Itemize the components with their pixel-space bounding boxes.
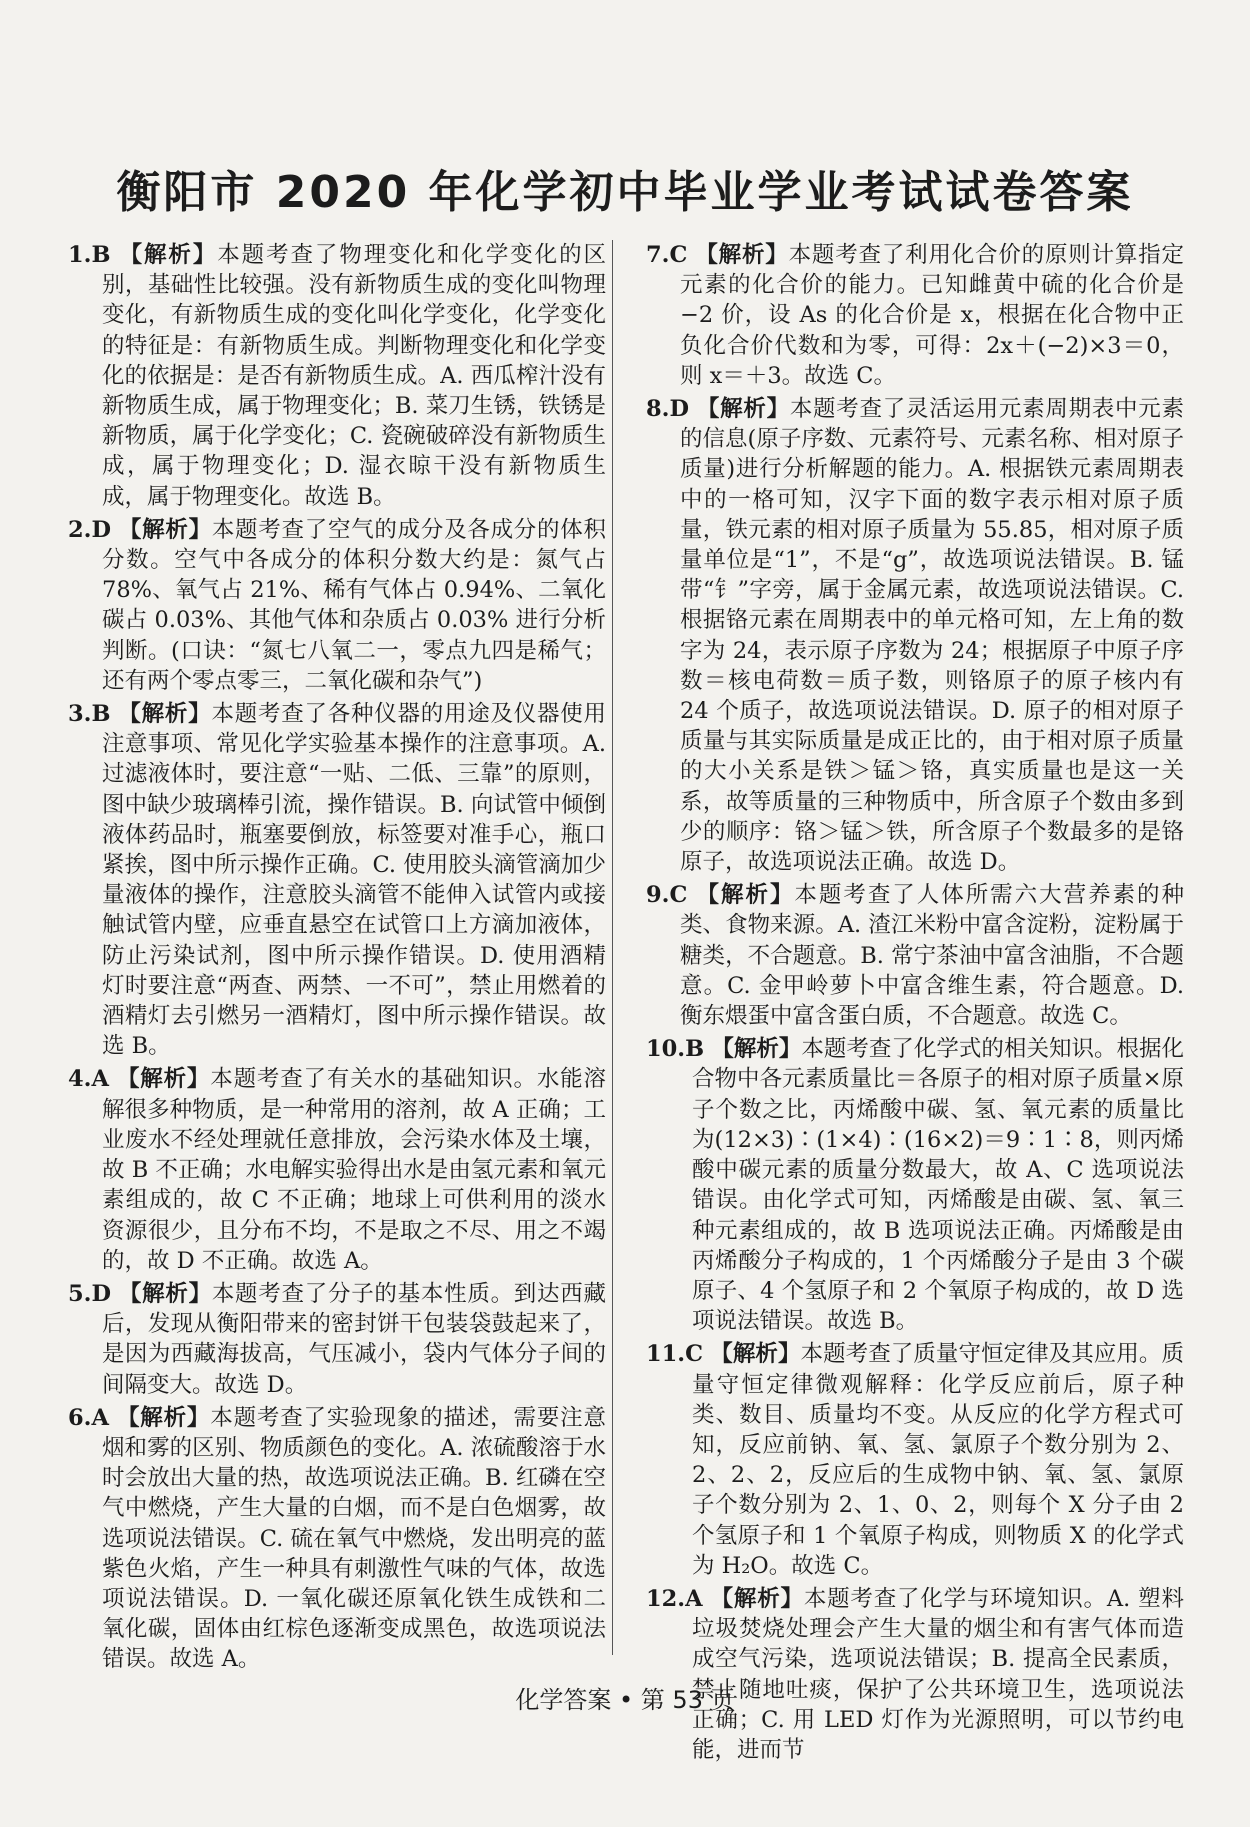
answer-item xyxy=(68,515,606,696)
analysis-tag: 【解析】 xyxy=(119,242,218,268)
analysis-tag: 【解析】 xyxy=(710,1585,804,1612)
answer-item xyxy=(68,1403,606,1675)
page-title: 衡阳市 2020 年化学初中毕业学业考试试卷答案 xyxy=(116,167,1134,218)
answer-item xyxy=(646,1339,1184,1581)
answer-item xyxy=(646,1034,1184,1336)
answer-number: 7.C xyxy=(646,242,688,268)
answer-item xyxy=(68,1064,606,1275)
answer-number: 11.C xyxy=(646,1341,704,1368)
analysis-tag: 【解析】 xyxy=(118,701,212,728)
answer-text: 本题考查了有关水的基础知识。水能溶解很多种物质，是一种常用的溶剂，故 A 正确；工业废水不经处理就任意排放，会污染水体及土壤，故 B 不正确；水电解实验得出水是由氢元素和氧元素组成的，故 C 不正确；地球上可供利用的淡水资源很少，且分布不均，不是取之不尽、用之不竭的，故 D 不正确。故选 A。 xyxy=(102,1066,606,1274)
page-footer: 化学答案 • 第 53 页 xyxy=(515,1686,735,1714)
answer-number: 9.C xyxy=(646,882,688,909)
right-column xyxy=(646,240,1184,1763)
analysis-tag: 【解析】 xyxy=(710,1341,801,1368)
answer-number: 2.D xyxy=(68,516,112,543)
answer-text: 本题考查了质量守恒定律及其应用。质量守恒定律微观解释：化学反应前后，原子种类、数目、质量均不变。从反应的化学方程式可知，反应前钠、氧、氢、氯原子个数分别为 2、2、2、2，反应后的生成物中钠、氧、氢、氯原子个数分别为 2、1、0、2，则每个 X 分子由 2 个氢原子和 1 个氧原子构成，则物质 X 的化学式为 H₂O。故选 C。 xyxy=(692,1341,1184,1579)
left-column xyxy=(68,240,606,1673)
answer-number: 4.A xyxy=(68,1066,109,1093)
answer-item xyxy=(68,240,606,512)
answer-number: 3.B xyxy=(68,701,111,728)
answer-number: 1.B xyxy=(68,242,111,268)
analysis-tag: 【解析】 xyxy=(118,1280,212,1307)
answer-text: 本题考查了化学式的相关知识。根据化合物中各元素质量比＝各原子的相对原子质量×原子个数之比，丙烯酸中碳、氢、氧元素的质量比为(12×3)∶(1×4)∶(16×2)＝9∶1∶8，则丙烯酸中碳元素的质量分数最大，故 A、C 选项说法错误。由化学式可知，丙烯酸是由碳、氢、氧三种元素组成的，故 B 选项说法正确。丙烯酸是由丙烯酸分子构成的，1 个丙烯酸分子是由 3 个碳原子、4 个氢原子和 2 个氧原子构成的，故 D 选项说法错误。故选 B。 xyxy=(692,1036,1184,1335)
answer-item xyxy=(646,394,1184,877)
answer-text: 本题考查了利用化合价的原则计算指定元素的化合价的能力。已知雌黄中硫的化合价是 −2 价，设 As 的化合价是 x，根据在化合物中正负化合价代数和为零，可得：2x＋(−2)×3＝0，则 x＝＋3。故选 C。 xyxy=(680,242,1184,389)
answer-text: 本题考查了物理变化和化学变化的区别，基础性比较强。没有新物质生成的变化叫物理变化，有新物质生成的变化叫化学变化，化学变化的特征是：有新物质生成。判断物理变化和化学变化的依据是：是否有新物质生成。A. 西瓜榨汁没有新物质生成，属于物理变化；B. 菜刀生锈，铁锈是新物质，属于化学变化；C. 瓷碗破碎没有新物质生成，属于物理变化；D. 湿衣晾干没有新物质生成，属于物理变化。故选 B。 xyxy=(102,242,606,510)
answer-item xyxy=(646,1584,1184,1765)
answer-text: 本题考查了灵活运用元素周期表中元素的信息(原子序数、元素符号、元素名称、相对原子质量)进行分析解题的能力。A. 根据铁元素周期表中的一格可知，汉字下面的数字表示相对原子质量，铁元素的相对原子质量为 55.85，相对原子质量单位是“1”，不是“g”，故选项说法错误。B. 锰带“钅”字旁，属于金属元素，故选项说法错误。C. 根据铬元素在周期表中的单元格可知，左上角的数字为 24，表示原子序数为 24；根据原子中原子序数＝核电荷数＝质子数，则铬原子的原子核内有 24 个质子，故选项说法错误。D. 原子的相对原子质量与其实际质量是成正比的，由于相对原子质量的大小关系是铁＞锰＞铬，真实质量也是这一关系，故等质量的三种物质中，所含原子个数由多到少的顺序：铬＞锰＞铁，所含原子个数最多的是铬原子，故选项说法正确。故选 D。 xyxy=(680,396,1184,876)
answer-item xyxy=(68,1279,606,1400)
answer-number: 12.A xyxy=(646,1585,703,1612)
analysis-tag: 【解析】 xyxy=(696,396,790,423)
answer-number: 5.D xyxy=(68,1280,112,1307)
analysis-tag: 【解析】 xyxy=(118,516,212,543)
answer-item xyxy=(68,699,606,1061)
answer-text: 本题考查了分子的基本性质。到达西藏后，发现从衡阳带来的密封饼干包装袋鼓起来了，是因为西藏海拔高，气压减小，袋内气体分子间的间隔变大。故选 D。 xyxy=(102,1280,606,1398)
answer-number: 10.B xyxy=(646,1036,705,1063)
answer-text: 本题考查了实验现象的描述，需要注意烟和雾的区别、物质颜色的变化。A. 浓硫酸溶于水时会放出大量的热，故选项说法正确。B. 红磷在空气中燃烧，产生大量的白烟，而不是白色烟雾，故选项说法错误。C. 硫在氧气中燃烧，发出明亮的蓝紫色火焰，产生一种具有刺激性气味的气体，故选项说法错误。D. 一氧化碳还原氧化铁生成铁和二氧化碳，固体由红棕色逐渐变成黑色，故选项说法错误。故选 A。 xyxy=(102,1404,606,1673)
analysis-tag: 【解析】 xyxy=(696,882,795,909)
analysis-tag: 【解析】 xyxy=(116,1404,211,1431)
column-divider xyxy=(612,240,613,1655)
analysis-tag: 【解析】 xyxy=(695,242,789,268)
answer-item xyxy=(646,240,1184,391)
analysis-tag: 【解析】 xyxy=(116,1066,211,1093)
answer-text: 本题考查了人体所需六大营养素的种类、食物来源。A. 渣江米粉中富含淀粉，淀粉属于糖类，不合题意。B. 常宁茶油中富含油脂，不合题意。C. 金甲岭萝卜中富含维生素，符合题意。D. 衡东煨蛋中富含蛋白质，不合题意。故选 C。 xyxy=(680,882,1184,1030)
answer-text: 本题考查了化学与环境知识。A. 塑料垃圾焚烧处理会产生大量的烟尘和有害气体而造成空气污染，选项说法错误；B. 提高全民素质，禁止随地吐痰，保护了公共环境卫生，选项说法正确；C. 用 LED 灯作为光源照明，可以节约电能，进而节 xyxy=(692,1585,1184,1763)
analysis-tag: 【解析】 xyxy=(711,1036,802,1063)
answer-item xyxy=(646,880,1184,1031)
answer-number: 8.D xyxy=(646,396,690,423)
answer-text: 本题考查了空气的成分及各成分的体积分数。空气中各成分的体积分数大约是：氮气占 78%、氧气占 21%、稀有气体占 0.94%、二氧化碳占 0.03%、其他气体和杂质占 0.03% 进行分析判断。(口诀：“氮七八氧二一，零点九四是稀气；还有两个零点零三，二氧化碳和杂气”) xyxy=(102,516,606,694)
answer-text: 本题考查了各种仪器的用途及仪器使用注意事项、常见化学实验基本操作的注意事项。A. 过滤液体时，要注意“一贴、二低、三靠”的原则，图中缺少玻璃棒引流，操作错误。B. 向试管中倾倒液体药品时，瓶塞要倒放，标签要对准手心，瓶口紧挨，图中所示操作正确。C. 使用胶头滴管滴加少量液体的操作，注意胶头滴管不能伸入试管内或接触试管内壁，应垂直悬空在试管口上方滴加液体，防止污染试剂，图中所示操作错误。D. 使用酒精灯时要注意“两查、两禁、一不可”，禁止用燃着的酒精灯去引燃另一酒精灯，图中所示操作错误。故选 B。 xyxy=(102,701,606,1060)
answer-number: 6.A xyxy=(68,1404,109,1431)
